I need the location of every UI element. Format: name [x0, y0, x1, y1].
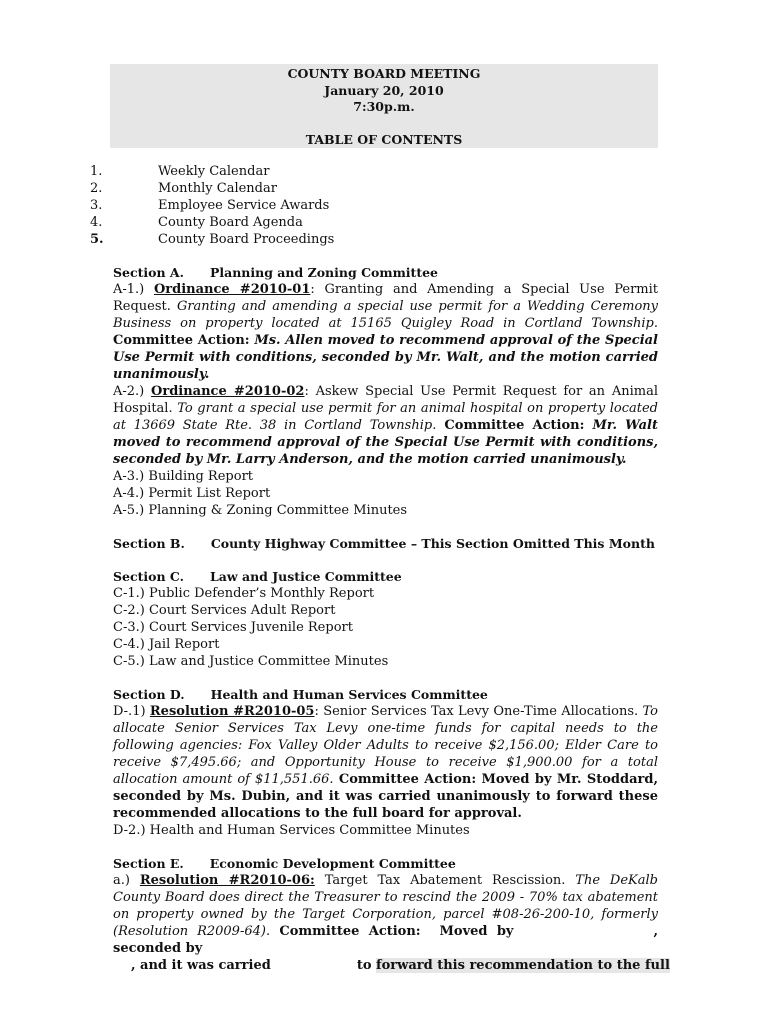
moved-by-label: Moved by: [439, 924, 514, 939]
toc-label: County Board Agenda: [158, 215, 303, 230]
section-title: County Highway Committee – This Section Omitted This Month: [210, 536, 655, 551]
forward-text: forward this recommendation to the full: [376, 958, 670, 973]
section-label: Section D.: [113, 687, 185, 702]
toc-item: [90, 231, 510, 248]
item-prefix: A-1.): [113, 282, 145, 297]
table-of-contents: [90, 163, 510, 248]
toc-item: [90, 197, 510, 214]
section-a-heading: [113, 264, 658, 281]
section-title: Health and Human Services Committee: [210, 687, 488, 702]
section-e-heading: [113, 855, 658, 872]
toc-number: 1.: [90, 164, 103, 179]
carried-line: [113, 957, 670, 974]
item-description: To allocate Senior Services Tax Levy one-time funds for capital needs to the following agencies: Fox Valley Older Adults to receive $2,156.00; Elder Care to receive $7,495.66; and Opportunity House to receive $1,900.00 for a total allocation amount of $11,551.66.: [113, 704, 658, 787]
list-item: C-4.) Jail Report: [113, 637, 220, 652]
to-label: to: [356, 958, 372, 973]
list-item: C-5.) Law and Justice Committee Minutes: [113, 654, 389, 669]
section-label: Section B.: [113, 536, 185, 551]
section-label: Section E.: [113, 856, 184, 871]
list-item: C-1.) Public Defender’s Monthly Report: [113, 586, 375, 601]
meeting-title: COUNTY BOARD MEETING: [287, 66, 481, 81]
header-box: [110, 64, 658, 148]
toc-item: [90, 180, 510, 197]
section-label: Section C.: [113, 569, 184, 584]
list-item: C-2.) Court Services Adult Report: [113, 603, 336, 618]
list-item: A-3.) Building Report: [113, 469, 254, 484]
item-d1: [113, 703, 658, 822]
toc-item: [90, 214, 510, 231]
section-title: Law and Justice Committee: [209, 569, 402, 584]
item-description: The DeKalb County Board does direct the Treasurer to rescind the 2009 - 70% tax abatement on property owned by the Target Corporation, parcel #08-26-200-10, formerly (Resolution R2009-64).: [113, 873, 658, 939]
item-text: : Granting and Amending a Special Use Permit Request.: [113, 282, 658, 314]
item-prefix: A-2.): [113, 384, 145, 399]
toc-label: Monthly Calendar: [158, 181, 277, 196]
document-body: [113, 264, 670, 974]
toc-item: [90, 163, 510, 180]
meeting-date: January 20, 2010: [324, 82, 444, 98]
committee-action-label: Committee Action:: [436, 418, 585, 433]
section-title: Planning and Zoning Committee: [209, 265, 439, 280]
list-item: A-4.) Permit List Report: [113, 486, 271, 501]
section-b-heading: [113, 535, 658, 552]
toc-label: Employee Service Awards: [158, 198, 330, 213]
toc-number: 3.: [90, 198, 103, 213]
committee-action-label: Committee Action:: [113, 333, 250, 348]
toc-number: 4.: [90, 215, 103, 230]
list-item: C-3.) Court Services Juvenile Report: [113, 620, 353, 635]
committee-action-text: Ms. Allen moved to recommend approval of the Special Use Permit with conditions, seconded by Mr. Walt, and the motion carried unanimously.: [113, 333, 658, 382]
carried-label: , and it was carried: [131, 958, 271, 973]
item-prefix: D-.1): [113, 704, 146, 719]
ordinance-link: Ordinance #2010-01: [153, 282, 311, 297]
item-text: Target Tax Abatement Rescission.: [314, 873, 576, 888]
ordinance-link: Ordinance #2010-02: [151, 384, 305, 399]
section-label: Section A.: [113, 265, 184, 280]
toc-number: 5.: [90, 232, 104, 247]
resolution-link: Resolution #R2010-05: [149, 704, 315, 719]
section-c-heading: [113, 568, 658, 585]
resolution-link: Resolution #R2010-06:: [139, 873, 315, 888]
toc-number: 2.: [90, 181, 103, 196]
toc-label: Weekly Calendar: [158, 164, 270, 179]
item-text: : Senior Services Tax Levy One-Time Allocations.: [314, 704, 639, 719]
item-e-a: [113, 872, 658, 957]
item-description: Granting and amending a special use permit for a Wedding Ceremony Business on property located at 15165 Quigley Road in Cortland Township.: [113, 299, 658, 331]
toc-title: TABLE OF CONTENTS: [305, 131, 463, 147]
list-item: D-2.) Health and Human Services Committee Minutes: [113, 823, 470, 838]
item-a1: [113, 281, 658, 383]
toc-label: County Board Proceedings: [158, 232, 335, 247]
committee-action-label: Committee Action:: [270, 924, 421, 939]
committee-action-text: Committee Action: Moved by Mr. Stoddard, seconded by Ms. Dubin, and it was carried unanimously to forward these recommended allocations to the full board for approval.: [113, 772, 658, 821]
item-a2: [113, 383, 658, 468]
item-text: : Askew Special Use Permit Request for an Animal Hospital.: [113, 384, 658, 416]
seconded-by-label: , seconded by: [113, 924, 658, 956]
list-item: A-5.) Planning & Zoning Committee Minutes: [113, 503, 408, 518]
section-d-heading: [113, 686, 658, 703]
section-title: Economic Development Committee: [209, 856, 456, 871]
item-description: To grant a special use permit for an animal hospital on property located at 13669 State Rte. 38 in Cortland Township.: [113, 401, 658, 433]
meeting-time: 7:30p.m.: [353, 99, 415, 114]
committee-action-text: Mr. Walt moved to recommend approval of the Special Use Permit with conditions, seconded by Mr. Larry Anderson, and the motion carried unanimously.: [113, 418, 658, 467]
item-prefix: a.): [113, 873, 130, 888]
